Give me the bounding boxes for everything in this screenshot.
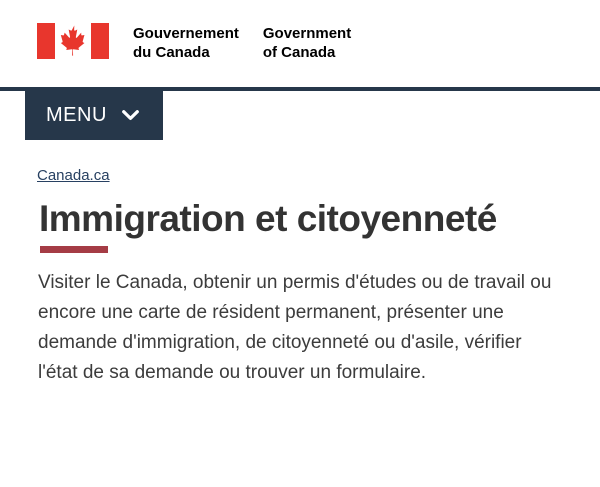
- signature-fr-line1: Gouvernement: [133, 25, 239, 42]
- signature-text-en: [263, 22, 351, 62]
- menu-button[interactable]: [25, 91, 163, 140]
- signature-en-line1: Government: [262, 25, 352, 42]
- page-intro-text: Visiter le Canada, obtenir un permis d'études ou de travail ou encore une carte de résident permanent, présenter une demande d'immigration, de citoyenneté ou d'asile, vérifier l'état de sa demande ou trouver un formulaire.: [38, 272, 552, 383]
- canada-flag-icon[interactable]: [37, 22, 109, 60]
- signature-text-fr: [133, 22, 239, 62]
- chevron-down-icon: [122, 110, 139, 121]
- breadcrumb-link-canada-ca[interactable]: Canada.ca: [37, 167, 110, 184]
- page-title: Immigration et citoyenneté: [39, 198, 497, 239]
- signature-fr-line2: du Canada: [133, 44, 210, 61]
- menu-button-label: MENU: [46, 104, 107, 126]
- signature-en-line2: of Canada: [262, 44, 336, 61]
- main-content: [0, 167, 600, 388]
- breadcrumb: [37, 167, 563, 184]
- main-menu-bar: [0, 87, 600, 140]
- gc-signature-header: [0, 0, 600, 62]
- title-accent-bar: [40, 246, 108, 253]
